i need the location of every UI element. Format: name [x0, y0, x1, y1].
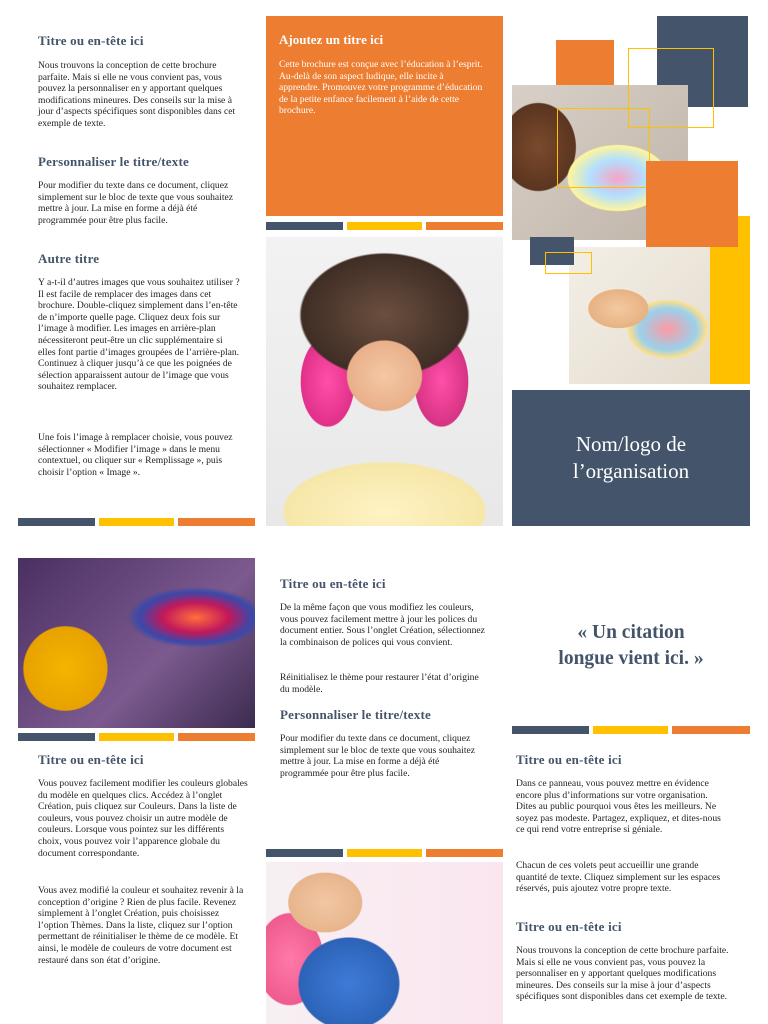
paragraph: Y a-t-il d’autres images que vous souhaitez utiliser ? Il est facile de remplacer des images dans cet brochure. Double-cliquez simplement dans l’en-tête de n’importe quelle page. Cliquez deux fois sur l’image à modifier. Les images en arrière-plan nécessiteront peut-être un clic supplémentaire si elles font partie d’images groupées de l’arrière-plan. Continuez à cliquer jusqu’à ce que les poignées de sélection apparaissent autour de l’image que vous souhaitez remplacer. — [38, 277, 240, 393]
deco-outline-gold — [545, 252, 592, 274]
paragraph: Nous trouvons la conception de cette brochure parfaite. Mais si elle ne vous convient pas, vous pouvez la personnaliser en y apportant quelques modifications mineures. Des conseils sur la mise à jour d’aspects spécifiques sont disponibles dans cet exemple de texte. — [516, 945, 729, 1003]
accent-bar-navy — [266, 222, 343, 230]
block-title: Ajoutez un titre ici — [279, 32, 384, 47]
organization-name: Nom/logo de l’organisation — [572, 432, 690, 483]
accent-bar-orange — [426, 849, 503, 857]
accent-bar-orange — [178, 518, 255, 526]
paragraph: Chacun de ces volets peut accueillir une grande quantité de texte. Cliquez simplement sur les espaces réservés, puis ajoutez votre propre texte. — [516, 860, 721, 895]
heading: Titre ou en-tête ici — [38, 33, 144, 48]
organization-logo-block — [512, 390, 750, 526]
paragraph: Dans ce panneau, vous pouvez mettre en évidence encore plus d’informations sur votre organisation. Dites au public pourquoi vous êtes les meilleurs. Ne soyez pas modeste. Partagez, expliquez, et dites-nous ce qui rend votre entreprise si géniale. — [516, 778, 721, 836]
block-text: Cette brochure est conçue avec l’éducation à l’esprit. Au-delà de son aspect ludique, elle incite à apprendre. Promouvez votre programme d’éducation de la petite enfance facilement à l’aide de cette brochure. — [279, 59, 483, 117]
photo-child-painted-hands — [266, 237, 503, 526]
accent-bar-navy — [266, 849, 343, 857]
accent-bar-navy — [18, 733, 95, 741]
paragraph: Nous trouvons la conception de cette brochure parfaite. Mais si elle ne vous convient pas, vous pouvez la personnaliser en y apportant quelques modifications mineures. Des conseils sur la mise à jour d’aspects spécifiques sont disponibles dans cet exemple de texte. — [38, 60, 236, 129]
paragraph: Pour modifier du texte dans ce document, cliquez simplement sur le bloc de texte que vous souhaitez mettre à jour. La mise en forme a déjà été programmée pour être plus facile. — [38, 180, 234, 226]
paragraph: Réinitialisez le thème pour restaurer l’état d’origine du modèle. — [280, 672, 479, 695]
paragraph: Pour modifier du texte dans ce document, cliquez simplement sur le bloc de texte que vous souhaitez mettre à jour. La mise en forme a déjà été programmée pour être plus facile. — [280, 733, 476, 779]
accent-bar-gold — [347, 222, 422, 230]
heading: Personnaliser le titre/texte — [38, 154, 189, 169]
accent-bar-orange — [178, 733, 255, 741]
accent-bar-navy — [18, 518, 95, 526]
paragraph: De la même façon que vous modifiez les couleurs, vous pouvez facilement mettre à jour les polices du document entier. Sous l’onglet Création, sélectionnez la combinaison de polices qui vous convient. — [280, 602, 485, 648]
photo-crayons — [18, 558, 255, 728]
accent-bar-gold — [99, 518, 174, 526]
accent-bar-gold — [593, 726, 668, 734]
deco-square-orange — [556, 40, 614, 86]
paragraph: Vous avez modifié la couleur et souhaitez revenir à la conception d’origine ? Rien de plus facile. Revenez simplement à l’onglet Création, puis choisissez l’option Thèmes. Dans la liste, cliquez sur l’option permettant de réinitialiser le thème de ce modèle. Et ainsi, le modèle de couleurs de votre document est restauré dans son état d’origine. — [38, 885, 244, 966]
deco-square-orange — [646, 161, 738, 247]
photo-child-painting — [266, 862, 503, 1024]
deco-outline-gold — [557, 108, 650, 188]
accent-bar-orange — [426, 222, 503, 230]
accent-bar-gold — [99, 733, 174, 741]
orange-title-block — [266, 16, 503, 216]
heading: Titre ou en-tête ici — [38, 752, 144, 767]
pull-quote: « Un citation longue vient ici. » — [558, 622, 704, 669]
accent-bar-orange — [672, 726, 750, 734]
accent-bar-navy — [512, 726, 589, 734]
heading: Titre ou en-tête ici — [280, 576, 386, 591]
accent-bar-gold — [347, 849, 422, 857]
heading: Titre ou en-tête ici — [516, 752, 622, 767]
heading: Autre titre — [38, 251, 100, 266]
heading: Personnaliser le titre/texte — [280, 707, 431, 722]
paragraph: Une fois l’image à remplacer choisie, vous pouvez sélectionner « Modifier l’image » dans le menu contextuel, ou cliquer sur « Remplissage », puis choisir l’option « Image ». — [38, 432, 233, 478]
paragraph: Vous pouvez facilement modifier les couleurs globales du modèle en quelques clics. Accédez à l’onglet Création, puis cliquez sur Couleurs. Dans la liste de couleurs, vous pouvez choisir un autre modèle de couleurs. Lorsque vous pointez sur les différents choix, vous pouvez voir l’apparence globale du document correspondante. — [38, 778, 248, 859]
heading: Titre ou en-tête ici — [516, 919, 622, 934]
